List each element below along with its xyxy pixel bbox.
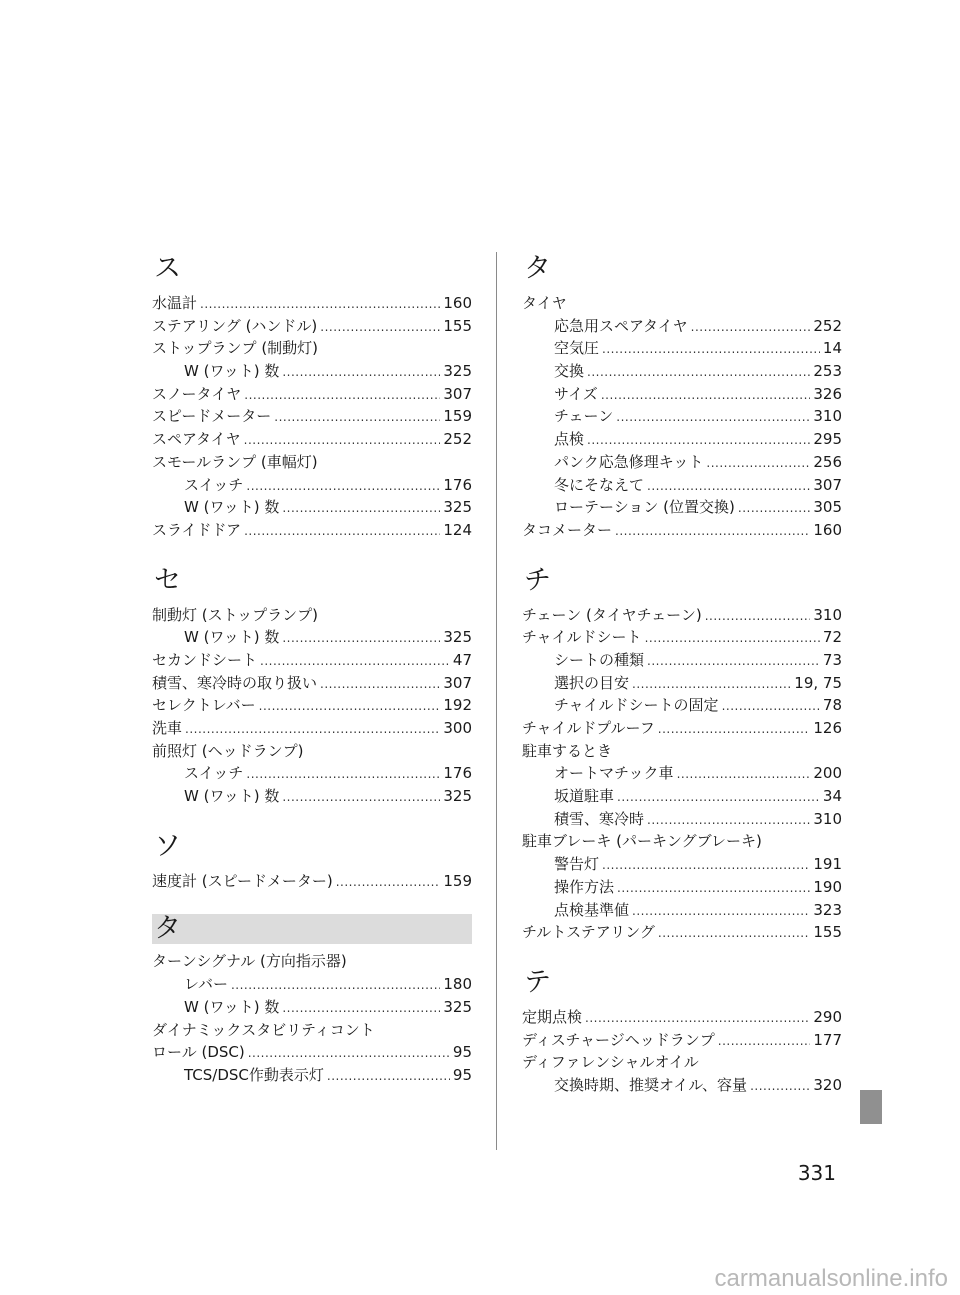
entry-label: 冬にそなえて — [554, 475, 645, 494]
dot-leader — [632, 672, 791, 696]
entry-label: 点検 — [554, 430, 585, 449]
entry-label: 駐車ブレーキ (パーキングブレーキ) — [522, 832, 762, 851]
entry-page-number: 19, 75 — [794, 673, 842, 692]
entry-page-number: 155 — [813, 923, 842, 942]
dot-leader — [705, 604, 811, 628]
entry-page-number: 307 — [443, 673, 472, 692]
section-heading: タ — [524, 253, 551, 284]
entry-label: 積雪、寒冷時の取り扱い — [152, 673, 318, 692]
dot-leader — [617, 785, 820, 809]
entry-page-number: 310 — [813, 809, 842, 828]
index-entry — [152, 405, 472, 428]
page-number: 331 — [797, 1161, 836, 1185]
dot-leader — [722, 694, 820, 718]
dot-leader — [244, 519, 440, 543]
index-column-left — [152, 252, 472, 1109]
entry-label: 前照灯 (ヘッドランプ) — [152, 741, 304, 760]
dot-leader — [645, 626, 820, 650]
index-subentry — [522, 694, 842, 717]
entry-label: パンク応急修理キット — [554, 452, 704, 471]
dot-leader — [260, 649, 450, 673]
dot-leader — [282, 996, 440, 1020]
index-subentry — [522, 405, 842, 428]
chapter-thumb-tab — [860, 1090, 882, 1124]
entry-page-number: 305 — [813, 498, 842, 517]
dot-leader — [750, 1074, 810, 1098]
entry-label: ディスチャージヘッドランプ — [522, 1030, 715, 1049]
entry-label: レバー — [184, 975, 228, 994]
index-entry — [522, 921, 842, 944]
section-heading: テ — [524, 966, 551, 998]
entry-page-number: 307 — [443, 384, 472, 403]
entry-label: W (ワット) 数 — [184, 498, 280, 517]
entry-label: チェーン (タイヤチェーン) — [522, 605, 702, 624]
index-subentry — [522, 474, 842, 497]
index-subentry — [522, 785, 842, 808]
dot-leader — [244, 383, 440, 407]
entry-label: スペアタイヤ — [152, 430, 241, 449]
dot-leader — [200, 292, 440, 316]
entry-page-number: 320 — [813, 1075, 842, 1094]
dot-leader — [231, 973, 440, 997]
dot-leader — [585, 1006, 810, 1030]
entry-label: スライドドア — [152, 520, 242, 539]
dot-leader — [248, 1041, 450, 1065]
index-subentry — [522, 496, 842, 519]
dot-leader — [602, 853, 810, 877]
entry-label: W (ワット) 数 — [184, 997, 280, 1016]
section-heading: タ — [152, 914, 472, 944]
entry-label: 点検基準値 — [554, 900, 630, 919]
entry-label: チャイルドシートの固定 — [554, 696, 719, 715]
entry-page-number: 256 — [813, 452, 842, 471]
index-section — [522, 564, 842, 944]
entry-page-number: 191 — [813, 855, 842, 874]
index-column-right — [522, 252, 842, 1119]
index-subentry — [152, 973, 472, 996]
index-entry — [152, 672, 472, 695]
index-subentry — [152, 996, 472, 1019]
dot-leader — [658, 921, 810, 945]
index-subentry — [152, 762, 472, 785]
entry-label: 速度計 (スピードメーター) — [152, 871, 333, 890]
index-subentry — [152, 496, 472, 519]
entry-label: ロール (DSC) — [152, 1043, 245, 1062]
entry-page-number: 176 — [443, 764, 472, 783]
entry-page-number: 160 — [813, 520, 842, 539]
entry-label: 駐車するとき — [522, 741, 613, 760]
dot-leader — [587, 428, 810, 452]
dot-leader — [658, 717, 811, 741]
entry-page-number: 126 — [813, 719, 842, 737]
entry-page-number: 34 — [822, 787, 842, 806]
entry-label: スイッチ — [184, 475, 244, 494]
index-entry — [152, 1019, 472, 1042]
entry-page-number: 290 — [813, 1007, 842, 1026]
index-subentry — [522, 451, 842, 474]
dot-leader — [246, 762, 440, 786]
dot-leader — [336, 870, 441, 894]
entry-page-number: 295 — [813, 430, 842, 449]
dot-leader — [616, 405, 810, 429]
entry-page-number: 47 — [452, 650, 472, 669]
entry-label: タイヤ — [522, 294, 567, 312]
dot-leader — [647, 649, 820, 673]
dot-leader — [601, 383, 811, 407]
entry-page-number: 310 — [813, 407, 842, 426]
entry-label: スノータイヤ — [152, 384, 242, 403]
index-subentry — [522, 315, 842, 338]
entry-page-number: 95 — [452, 1043, 472, 1062]
index-entry — [522, 717, 842, 740]
entry-label: 坂道駐車 — [554, 787, 615, 806]
index-entry — [522, 604, 842, 627]
entry-label: チルトステアリング — [522, 923, 655, 942]
index-subentry — [522, 762, 842, 785]
entry-page-number: 72 — [822, 628, 842, 647]
entry-page-number: 253 — [813, 362, 842, 381]
entry-page-number: 73 — [822, 650, 842, 669]
index-entry — [522, 1029, 842, 1052]
dot-leader — [282, 496, 440, 520]
index-entry — [522, 1006, 842, 1029]
index-entry — [152, 383, 472, 406]
index-entry — [152, 315, 472, 338]
entry-label: W (ワット) 数 — [184, 362, 280, 381]
index-entry — [522, 626, 842, 649]
entry-page-number: 78 — [822, 696, 842, 715]
entry-label: オートマチック車 — [554, 764, 674, 783]
index-entry — [152, 649, 472, 672]
dot-leader — [327, 1064, 450, 1088]
index-subentry — [152, 626, 472, 649]
entry-label: W (ワット) 数 — [184, 787, 280, 806]
entry-label: W (ワット) 数 — [184, 628, 280, 647]
dot-leader — [677, 762, 811, 786]
entry-page-number: 325 — [443, 362, 472, 381]
index-entry — [152, 950, 472, 973]
entry-label: スイッチ — [184, 764, 244, 783]
index-entry — [522, 292, 842, 315]
dot-leader — [602, 337, 820, 361]
index-subentry — [152, 785, 472, 808]
entry-page-number: 323 — [813, 900, 842, 919]
index-subentry — [522, 808, 842, 831]
entry-page-number: 200 — [813, 764, 842, 783]
entry-page-number: 14 — [822, 339, 842, 358]
index-subentry — [522, 672, 842, 695]
entry-page-number: 159 — [443, 407, 472, 426]
index-section — [152, 252, 472, 542]
index-subentry — [522, 899, 842, 922]
index-entry — [152, 870, 472, 893]
index-subentry — [522, 428, 842, 451]
dot-leader — [244, 428, 441, 452]
entry-page-number: 325 — [443, 997, 472, 1016]
entry-label: 積雪、寒冷時 — [554, 809, 645, 828]
entry-label: TCS/DSC作動表示灯 — [184, 1065, 324, 1084]
index-entry — [152, 740, 472, 763]
entry-page-number: 325 — [443, 787, 472, 806]
index-section — [152, 564, 472, 808]
entry-label: タコメーター — [522, 520, 613, 539]
dot-leader — [246, 474, 440, 498]
index-entry — [152, 337, 472, 360]
index-entry — [522, 519, 842, 542]
index-entry — [522, 830, 842, 853]
entry-page-number: 176 — [443, 475, 472, 494]
dot-leader — [259, 694, 441, 718]
dot-leader — [738, 496, 810, 520]
entry-label: 洗車 — [152, 719, 183, 737]
entry-page-number: 252 — [443, 430, 472, 449]
dot-leader — [615, 519, 810, 543]
index-entry — [152, 428, 472, 451]
dot-leader — [185, 717, 440, 741]
index-subentry — [522, 876, 842, 899]
dot-leader — [706, 451, 810, 475]
entry-page-number: 177 — [813, 1030, 842, 1049]
index-subentry — [522, 337, 842, 360]
entry-page-number: 307 — [813, 475, 842, 494]
entry-label: 選択の目安 — [554, 673, 630, 692]
entry-page-number: 159 — [443, 871, 472, 890]
index-subentry — [152, 360, 472, 383]
entry-label: 水温計 — [152, 294, 198, 312]
entry-label: ターンシグナル (方向指示器) — [152, 952, 347, 971]
index-subentry — [522, 1074, 842, 1097]
index-entry — [522, 1051, 842, 1074]
dot-leader — [691, 315, 811, 339]
entry-label: ディファレンシャルオイル — [522, 1053, 699, 1072]
entry-label: シートの種類 — [554, 650, 645, 669]
section-heading: セ — [154, 564, 181, 596]
entry-label: 空気圧 — [554, 339, 600, 358]
entry-page-number: 180 — [443, 975, 472, 994]
entry-label: セレクトレバー — [152, 696, 256, 715]
entry-label: ストップランプ (制動灯) — [152, 339, 319, 358]
entry-page-number: 300 — [443, 719, 472, 737]
dot-leader — [274, 405, 440, 429]
entry-page-number: 192 — [443, 696, 472, 715]
entry-label: ステアリング (ハンドル) — [152, 316, 318, 335]
index-entry — [152, 519, 472, 542]
index-section — [152, 914, 472, 1086]
entry-label: 交換 — [554, 362, 585, 381]
index-subentry — [522, 649, 842, 672]
index-subentry — [522, 383, 842, 406]
watermark: carmanualsonline.info — [714, 1265, 948, 1292]
index-entry — [522, 740, 842, 763]
dot-leader — [320, 315, 440, 339]
dot-leader — [647, 474, 810, 498]
entry-label: 応急用スペアタイヤ — [554, 316, 688, 335]
entry-page-number: 325 — [443, 498, 472, 517]
entry-label: セカンドシート — [152, 650, 258, 669]
entry-label: 操作方法 — [554, 877, 615, 896]
entry-label: ローテーション (位置交換) — [554, 498, 735, 517]
section-heading: ス — [154, 253, 181, 284]
dot-leader — [632, 899, 810, 923]
entry-page-number: 95 — [452, 1065, 472, 1084]
entry-label: ダイナミックスタビリティコント — [152, 1020, 375, 1039]
entry-page-number: 310 — [813, 605, 842, 624]
dot-leader — [282, 785, 440, 809]
entry-page-number: 160 — [443, 294, 472, 312]
entry-page-number: 155 — [443, 316, 472, 335]
entry-label: チャイルドシート — [522, 628, 642, 647]
index-entry — [152, 451, 472, 474]
index-subentry — [522, 853, 842, 876]
dot-leader — [282, 360, 440, 384]
entry-label: スモールランプ (車幅灯) — [152, 452, 318, 471]
dot-leader — [617, 876, 810, 900]
index-entry — [152, 292, 472, 315]
entry-label: 交換時期、推奨オイル、容量 — [554, 1075, 748, 1094]
index-subentry — [152, 474, 472, 497]
index-section — [522, 252, 842, 542]
dot-leader — [320, 672, 440, 696]
entry-page-number: 190 — [813, 877, 842, 896]
entry-label: チャイルドプルーフ — [522, 719, 655, 737]
section-heading: ソ — [154, 830, 181, 862]
column-divider — [496, 252, 497, 1150]
entry-label: チェーン — [554, 407, 614, 426]
index-entry — [152, 694, 472, 717]
entry-page-number: 252 — [813, 316, 842, 335]
index-entry — [152, 1041, 472, 1064]
index-subentry — [152, 1064, 472, 1087]
dot-leader — [587, 360, 810, 384]
dot-leader — [647, 808, 810, 832]
entry-page-number: 326 — [813, 384, 842, 403]
dot-leader — [282, 626, 440, 650]
index-subentry — [522, 360, 842, 383]
section-heading: チ — [524, 564, 551, 596]
index-section — [522, 966, 842, 1097]
entry-label: 定期点検 — [522, 1007, 583, 1026]
entry-page-number: 325 — [443, 628, 472, 647]
index-entry — [152, 604, 472, 627]
entry-page-number: 124 — [443, 520, 472, 539]
entry-label: 警告灯 — [554, 855, 600, 874]
dot-leader — [718, 1029, 811, 1053]
entry-label: サイズ — [554, 384, 598, 403]
entry-label: スピードメーター — [152, 407, 272, 426]
index-section — [152, 830, 472, 893]
index-entry — [152, 717, 472, 740]
entry-label: 制動灯 (ストップランプ) — [152, 605, 319, 624]
